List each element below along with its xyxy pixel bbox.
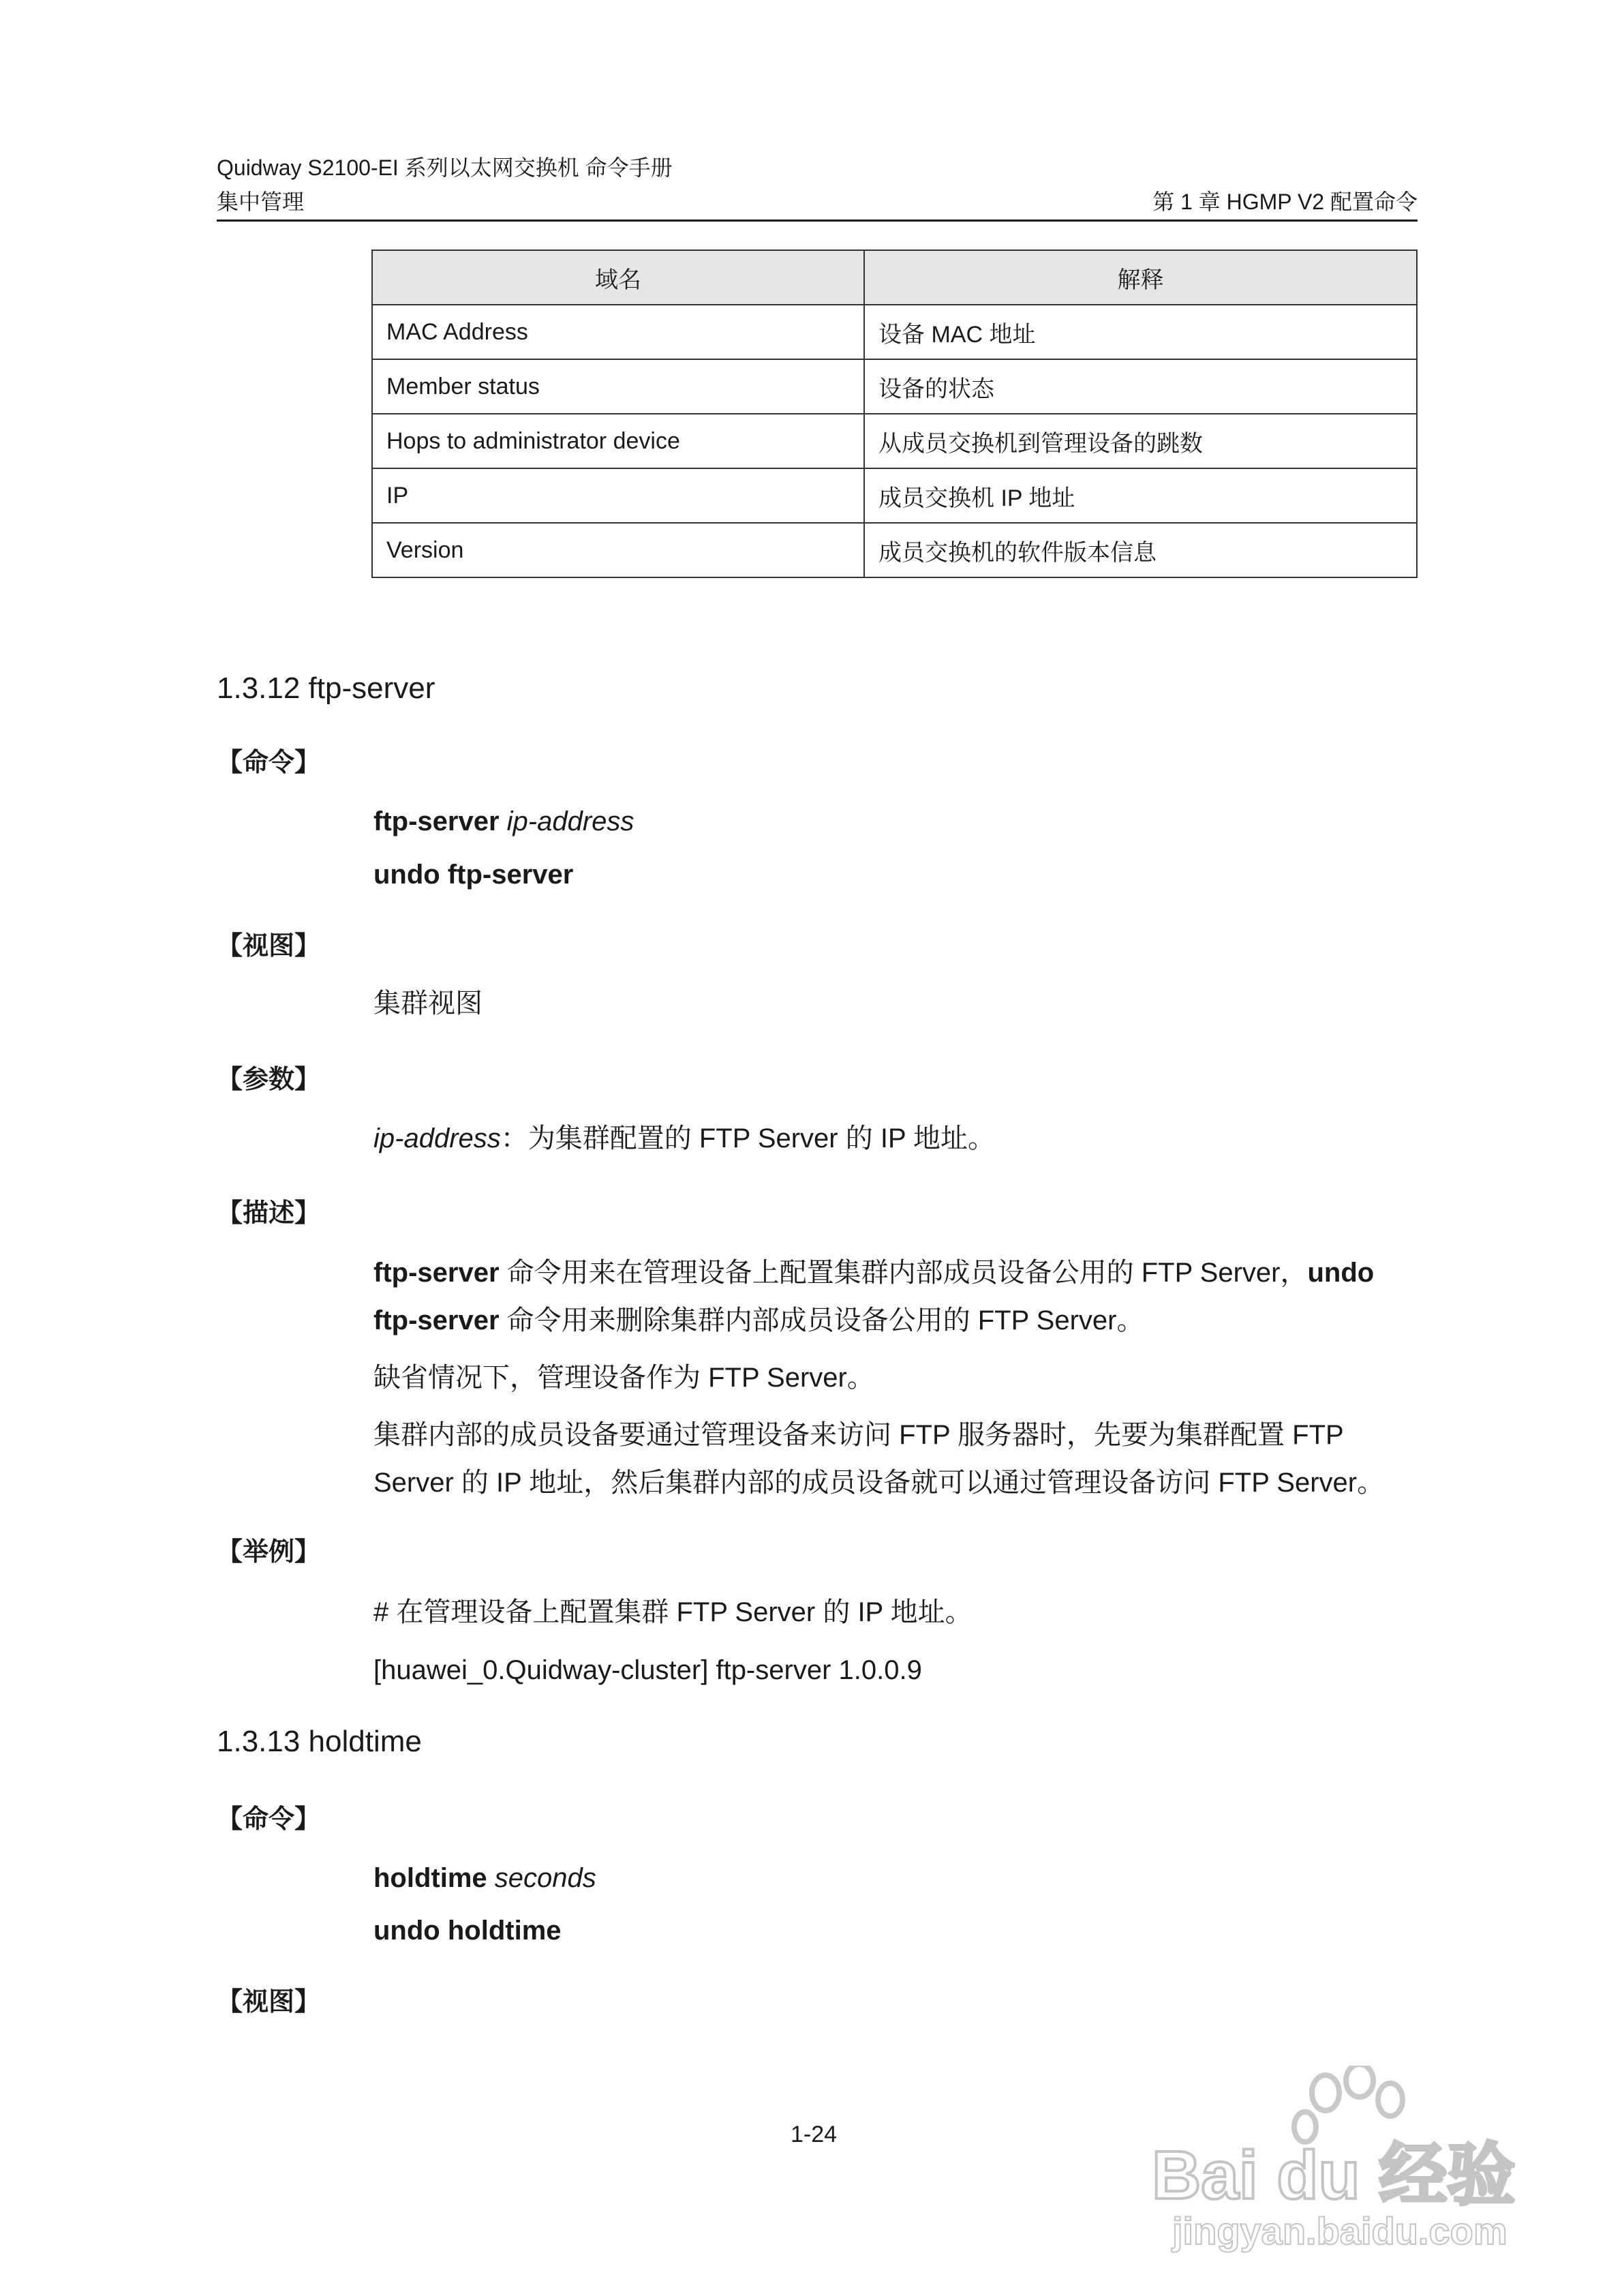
- table-row: [372, 305, 1417, 359]
- table-header-cell: 解释: [864, 250, 1417, 305]
- desc-keyword: ftp-server: [373, 1305, 500, 1335]
- table-cell: 成员交换机的软件版本信息: [864, 523, 1417, 577]
- desc-text: 命令用来在管理设备上配置集群内部成员设备公用的 FTP Server，: [499, 1258, 1308, 1288]
- desc-keyword: ftp-server: [373, 1258, 500, 1288]
- command-argument: ip-address: [506, 806, 634, 836]
- table-row: [372, 523, 1417, 577]
- label-example: 【举例】: [217, 1538, 321, 1567]
- parameter-name: ip-address: [373, 1123, 501, 1153]
- label-description: 【描述】: [217, 1199, 321, 1228]
- view-text: 集群视图: [373, 988, 483, 1018]
- label-view: 【视图】: [217, 1988, 321, 2016]
- table-cell: Version: [372, 523, 864, 577]
- desc-keyword: undo: [1307, 1258, 1375, 1288]
- parameter-text: [373, 1115, 1420, 1162]
- watermark-brand: Bai du 经验: [1152, 2137, 1516, 2214]
- label-view: 【视图】: [217, 932, 321, 961]
- field-table: [371, 250, 1418, 578]
- label-command: 【命令】: [217, 1805, 321, 1834]
- table-cell: Member status: [372, 359, 864, 414]
- table-cell: 从成员交换机到管理设备的跳数: [864, 414, 1417, 468]
- label-parameters: 【参数】: [217, 1066, 321, 1094]
- table-cell: 成员交换机 IP 地址: [864, 468, 1417, 523]
- command-keyword: ftp-server: [373, 806, 500, 836]
- table-cell: IP: [372, 468, 864, 523]
- command-syntax: [373, 798, 1420, 845]
- label-command: 【命令】: [217, 749, 321, 777]
- section-heading-ftp-server: 1.3.12 ftp-server: [217, 671, 435, 705]
- table-row: [372, 414, 1417, 468]
- desc-text: 命令用来删除集群内部成员设备公用的 FTP Server。: [499, 1305, 1144, 1335]
- table-cell: 设备的状态: [864, 359, 1417, 414]
- description-paragraph-3: [373, 1411, 1420, 1507]
- example-comment: # 在管理设备上配置集群 FTP Server 的 IP 地址。: [373, 1597, 973, 1627]
- command-keyword: holdtime: [373, 1863, 487, 1893]
- watermark-url: jingyan.baidu.com: [1172, 2209, 1508, 2252]
- table-header-cell: 域名: [372, 250, 864, 305]
- description-paragraph-1: [373, 1249, 1420, 1344]
- page-number: 1-24: [791, 2121, 838, 2147]
- undo-command: undo holdtime: [373, 1916, 562, 1946]
- description-paragraph-2: 缺省情况下，管理设备作为 FTP Server。: [373, 1363, 874, 1393]
- table-row: [372, 359, 1417, 414]
- parameter-desc: ：为集群配置的 FTP Server 的 IP 地址。: [500, 1123, 996, 1153]
- header-rule: [217, 220, 1418, 222]
- header-section: 集中管理: [217, 190, 305, 214]
- command-syntax: [373, 1854, 1420, 1902]
- section-heading-holdtime: 1.3.13 holdtime: [217, 1725, 422, 1758]
- table-cell: Hops to administrator device: [372, 414, 864, 468]
- example-command: [huawei_0.Quidway-cluster] ftp-server 1.0.0.9: [373, 1655, 922, 1685]
- table-header-row: [372, 250, 1417, 305]
- desc-line: Server 的 IP 地址，然后集群内部的成员设备就可以通过管理设备访问 FTP Server。: [373, 1468, 1385, 1498]
- baidu-watermark: [1152, 2066, 1533, 2270]
- table-row: [372, 468, 1417, 523]
- header-chapter: 第 1 章 HGMP V2 配置命令: [1152, 190, 1418, 214]
- header-title: Quidway S2100-EI 系列以太网交换机 命令手册: [217, 155, 673, 180]
- table-cell: 设备 MAC 地址: [864, 305, 1417, 359]
- command-argument: seconds: [494, 1863, 596, 1893]
- table-cell: MAC Address: [372, 305, 864, 359]
- desc-line: 集群内部的成员设备要通过管理设备来访问 FTP 服务器时，先要为集群配置 FTP: [373, 1420, 1344, 1450]
- undo-command: undo ftp-server: [373, 860, 574, 890]
